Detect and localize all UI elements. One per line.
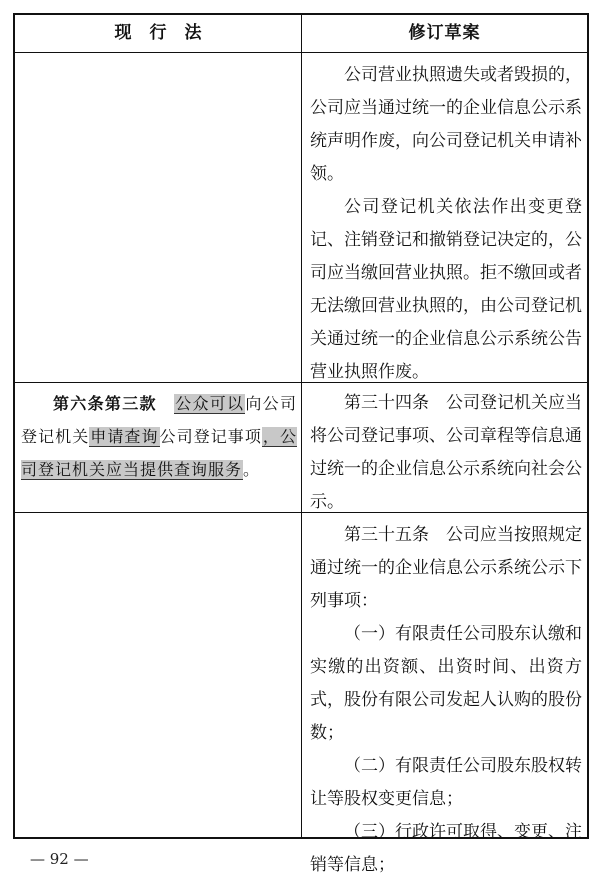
row2-divider [15,512,587,513]
article-reference: 第六条第三款 [53,394,157,413]
text-segment: 。 [243,460,261,479]
highlight-apply-query: 申请查询 [90,427,159,446]
row3-right-cell [310,519,582,882]
header-revision-draft: 修订草案 [408,23,481,43]
article-35-item-3: （三）行政许可取得、变更、注销等信息； [310,822,582,875]
highlight-provide-service: ，公司登记机关应当提供查询服务 [21,427,297,479]
row2-right-cell [310,387,582,519]
text-segment: 公司登记事项 [159,427,262,446]
row1-right-cell [310,59,582,389]
row1-divider [15,382,587,383]
article-35: 第三十五条 公司应当按照规定通过统一的企业信息公示系统公示下列事项： [310,525,582,611]
column-divider [301,15,302,837]
text-segment: 向公司登记机关 [21,394,297,446]
header-current-law: 现行法 [114,23,220,43]
article-34: 第三十四条 公司登记机关应当将公司登记事项、公司章程等信息通过统一的企业信息公示系统向社会公示。 [310,393,582,512]
row1-paragraph-1: 公司营业执照遗失或者毁损的，公司应当通过统一的企业信息公示系统声明作废，向公司登记机关申请补领。 [310,65,582,184]
row2-left-cell [21,387,297,486]
article-35-item-2: （二）有限责任公司股东股权转让等股权变更信息； [310,756,582,809]
page-number: — 92 — [30,850,89,868]
highlight-public-may: 公众可以 [175,394,245,413]
header-divider [15,52,587,53]
row1-paragraph-2: 公司登记机关依法作出变更登记、注销登记和撤销登记决定的，公司应当缴回营业执照。拒不缴回或者无法缴回营业执照的，由公司登记机关通过统一的企业信息公示系统公告营业执照作废。 [310,197,582,382]
article-35-item-1: （一）有限责任公司股东认缴和实缴的出资额、出资时间、出资方式，股份有限公司发起人认购的股份数； [310,624,582,743]
